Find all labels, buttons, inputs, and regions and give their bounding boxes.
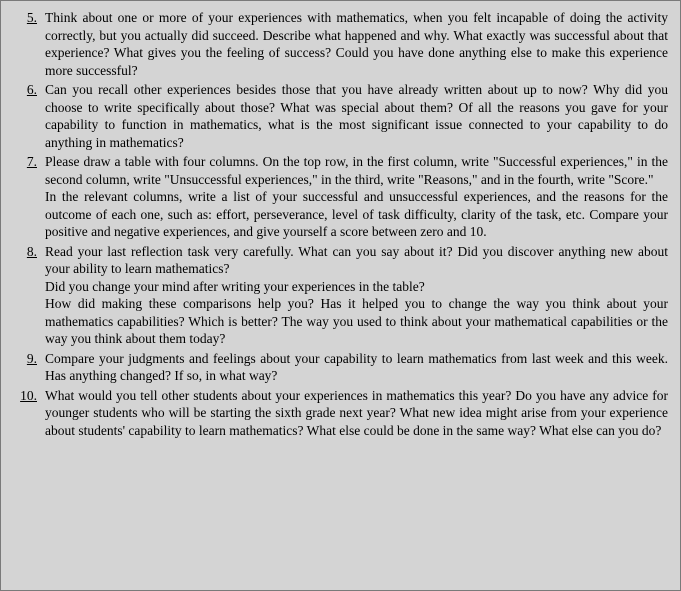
- list-item-number: 7.: [26, 154, 37, 169]
- paragraph: Read your last reflection task very carefully. What can you say about it? Did you discover anything new about your ability to learn mathematics?: [45, 243, 668, 276]
- list-item-body: [45, 387, 668, 440]
- list-item: [11, 81, 668, 151]
- paragraph: Did you change your mind after writing your experiences in the table?: [45, 278, 425, 294]
- paragraph: How did making these comparisons help you? Has it helped you to change the way you think about your mathematics capabilities? Which is better? The way you used to think about your mathematical capabilities or the way you think about them today?: [45, 296, 668, 346]
- list-item: [11, 350, 668, 385]
- list-item-body: [45, 9, 668, 79]
- paragraph: Can you recall other experiences besides those that you have already written about up to now? Why did you choose to write specifically about those? What was special about them? Of all the reasons you gave for your capability to function in mathematics, what is the most significant issue connected to your capability to do anything in mathematics?: [45, 82, 668, 150]
- list-item: [11, 9, 668, 79]
- list-item-number: 8.: [26, 243, 37, 259]
- list-item: [11, 243, 668, 348]
- list-item-number: 10.: [20, 387, 37, 403]
- list-item-body: [45, 81, 668, 151]
- list-item-number: 6.: [26, 82, 37, 97]
- paragraph: In the relevant columns, write a list of your successful and unsuccessful experiences, and the reasons for the outcome of each one, such as: effort, perseverance, level of task difficulty, clarity of the task, etc. Compare your positive and negative experiences, and give yourself a score between zero and 10.: [45, 189, 668, 239]
- list-item-number: 9.: [26, 350, 37, 366]
- list-item-body: [45, 243, 668, 348]
- list-item: [11, 153, 668, 241]
- list-item-number: 5.: [26, 10, 37, 25]
- list-item-body: [45, 350, 668, 385]
- list-item: [11, 387, 668, 440]
- list-item-body: [45, 153, 668, 241]
- question-list: [11, 9, 668, 439]
- paragraph: What would you tell other students about your experiences in mathematics this year? Do you have any advice for younger students who will be starting the sixth grade next year? What new idea might arise from your experience about students' capability to learn mathematics? What else could be done in the same way? What else can you do?: [45, 387, 668, 438]
- paragraph: Think about one or more of your experiences with mathematics, when you felt incapable of doing the activity correctly, but you actually did succeed. Describe what happened and why. What exactly was successful about that experience? What gives you the feeling of success? Could you have done anything else to make this experience more successful?: [45, 10, 668, 78]
- paragraph: Please draw a table with four columns. On the top row, in the first column, write "Successful experiences," in the second column, write "Unsuccessful experiences," in the third, write "Reasons," and in the fourth, write "Score.": [45, 154, 668, 187]
- paragraph: Compare your judgments and feelings about your capability to learn mathematics from last week and this week. Has anything changed? If so, in what way?: [45, 350, 668, 383]
